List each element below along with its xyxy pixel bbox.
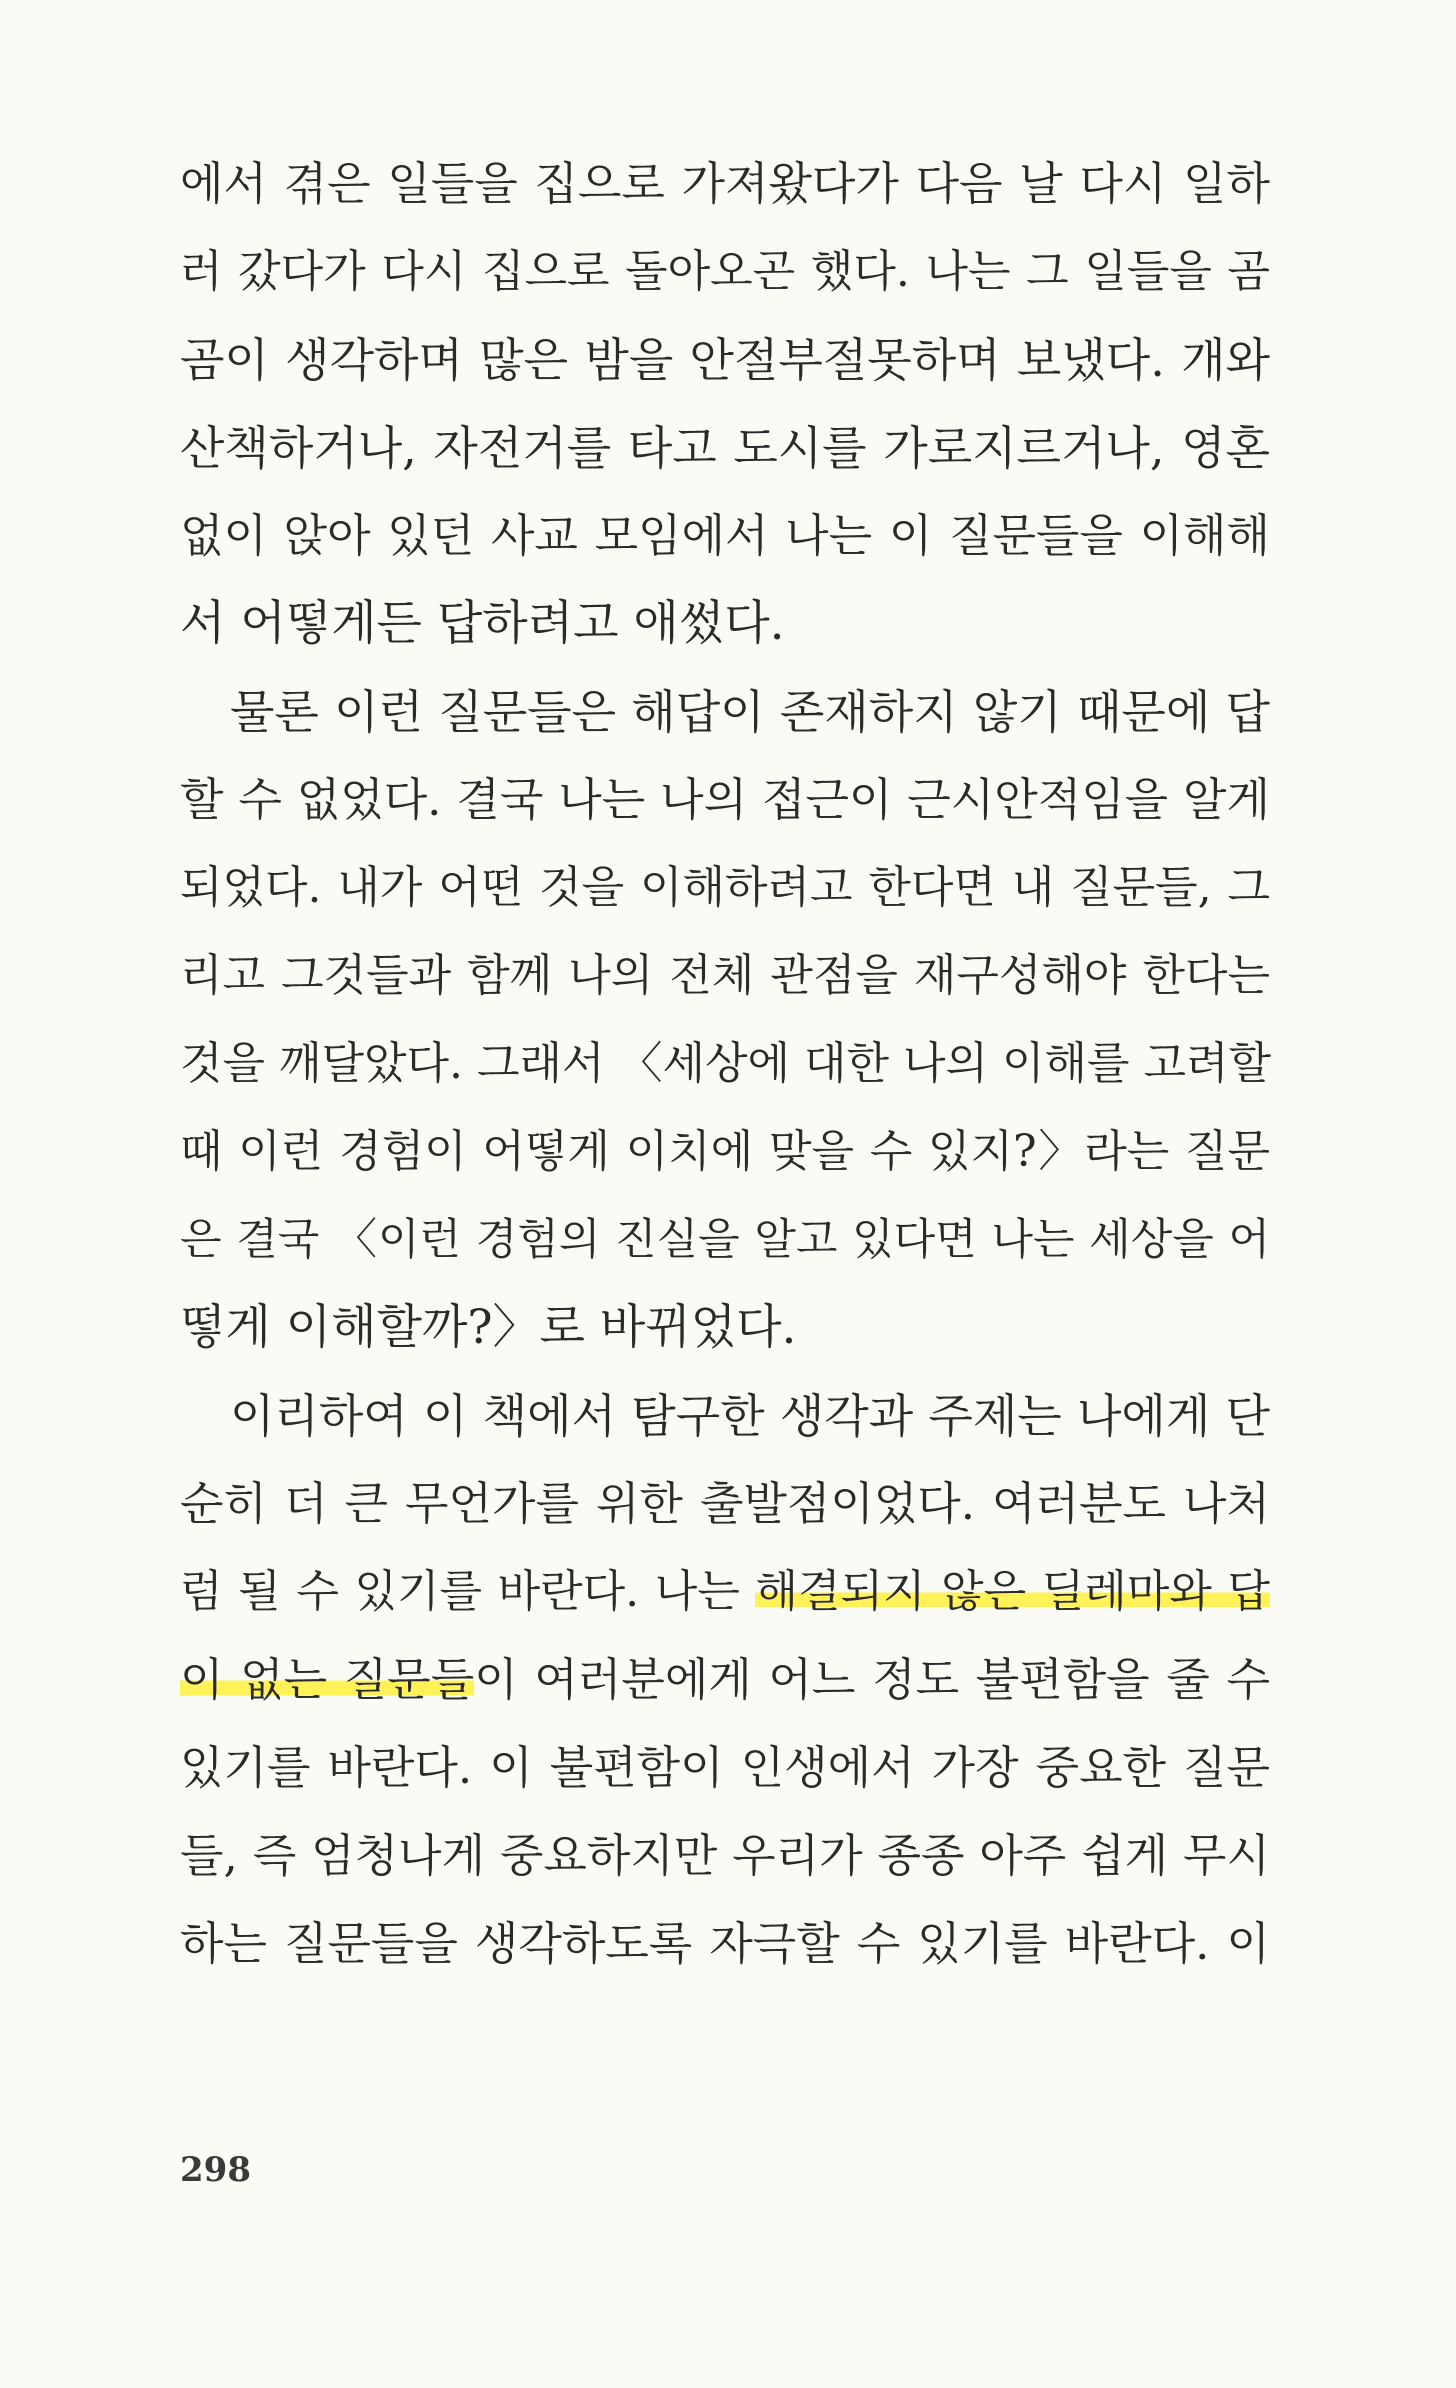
text-line: 떻게 이해할까?〉로 바뀌었다. [180, 1300, 797, 1355]
text-line: 리고 그것들과 함께 나의 전체 관점을 재구성해야 한다는 [180, 950, 1270, 1001]
text-line: 없이 앉아 있던 사교 모임에서 나는 이 질문들을 이해해 [180, 509, 1270, 562]
page-number: 298 [180, 2150, 251, 2190]
text-line: 이리하여 이 책에서 탐구한 생각과 주제는 나에게 단 [230, 1389, 1270, 1443]
text-line: 순히 더 큰 무언가를 위한 출발점이었다. 여러분도 나처 [180, 1477, 1270, 1530]
text-line: 때 이런 경험이 어떻게 이치에 맞을 수 있지?〉라는 질문 [180, 1126, 1270, 1177]
text-line: 하는 질문들을 생각하도록 자극할 수 있기를 바란다. 이 [180, 1917, 1270, 1970]
text-line: 물론 이런 질문들은 해답이 존재하지 않기 때문에 답 [230, 685, 1270, 739]
text-line: 되었다. 내가 어떤 것을 이해하려고 한다면 내 질문들, 그 [180, 862, 1270, 913]
text-line: 산책하거나, 자전거를 타고 도시를 가로지르거나, 영혼 [180, 421, 1270, 475]
text-line: 있기를 바란다. 이 불편함이 인생에서 가장 중요한 질문 [180, 1741, 1270, 1794]
text-line: 것을 깨달았다. 그래서 〈세상에 대한 나의 이해를 고려할 [180, 1038, 1271, 1089]
highlighted-text: 해결되지 않은 딜레마와 답 [755, 1566, 1270, 1617]
text-segment: 이 여러분에게 어느 정도 불편함을 줄 수 [474, 1653, 1270, 1706]
text-line [180, 1636, 1270, 1724]
text-line: 할 수 없었다. 결국 나는 나의 접근이 근시안적임을 알게 [180, 773, 1270, 826]
text-line [180, 1548, 1270, 1636]
text-line: 은 결국 〈이런 경험의 진실을 알고 있다면 나는 세상을 어 [180, 1215, 1270, 1265]
text-line: 러 갔다가 다시 집으로 돌아오곤 했다. 나는 그 일들을 곰 [180, 246, 1270, 297]
text-line: 곰이 생각하며 많은 밤을 안절부절못하며 보냈다. 개와 [180, 333, 1270, 387]
highlighted-text: 이 없는 질문들 [180, 1653, 475, 1706]
text-line: 서 어떻게든 답하려고 애썼다. [180, 596, 785, 651]
body-text [180, 140, 1270, 1988]
text-line: 들, 즉 엄청나게 중요하지만 우리가 종종 아주 쉽게 무시 [180, 1829, 1270, 1882]
text-segment: 럼 될 수 있기를 바란다. 나는 [180, 1566, 756, 1617]
text-line: 에서 겪은 일들을 집으로 가져왔다가 다음 날 다시 일하 [180, 157, 1270, 210]
